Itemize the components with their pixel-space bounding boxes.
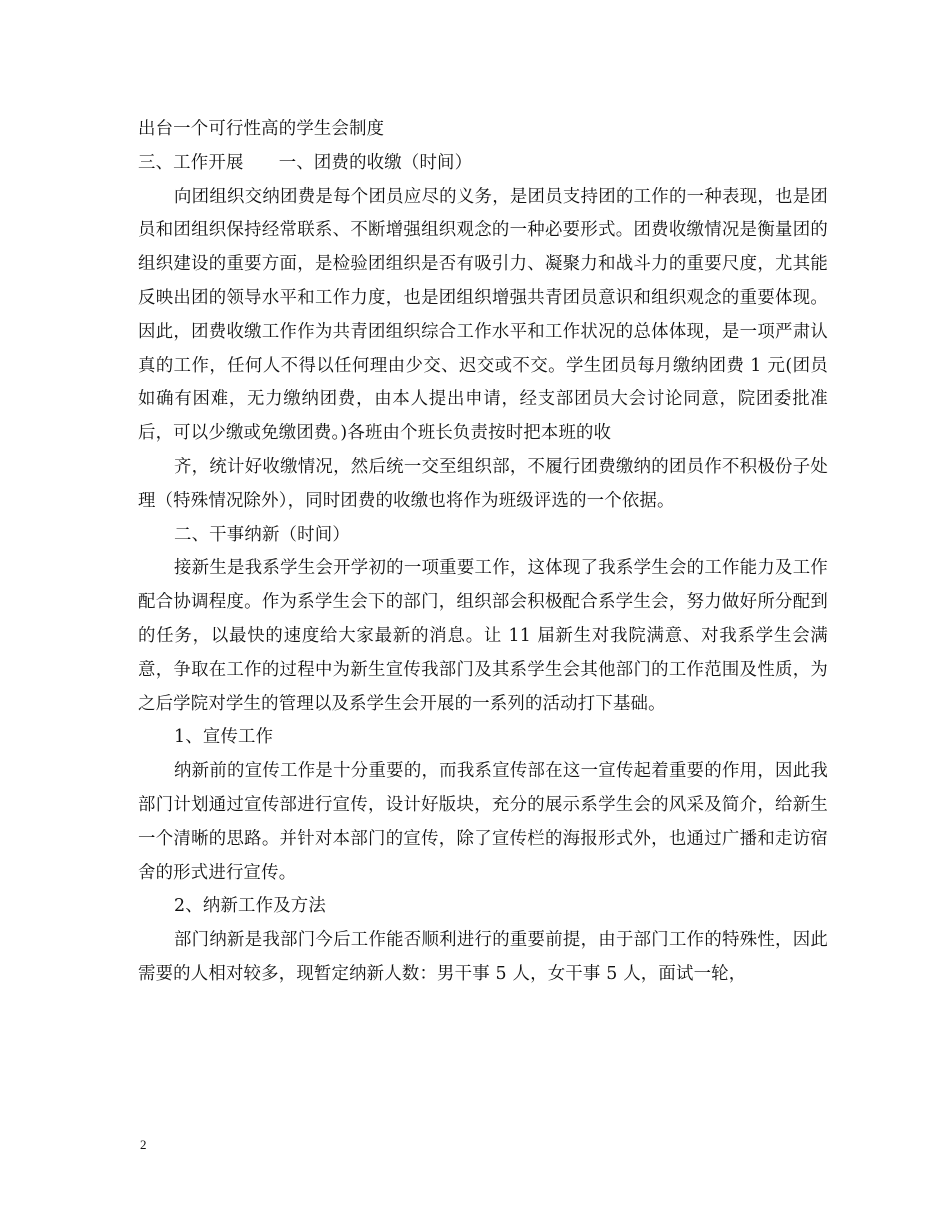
page-number: 2: [140, 1137, 147, 1152]
subheading-recruitment-method: 2、纳新工作及方法: [174, 896, 326, 917]
paragraph-league-fee: 向团组织交纳团费是每个团员应尽的义务，是团员支持团的工作的一种表现，也是团员和团组织保持经常联系、不断增强组织观念的一种必要形式。团费收缴情况是衡量团的组织建设的重要方面，是检验团组织是否有吸引力、凝聚力和战斗力的重要尺度，尤其能反映出团的领导水平和工作力度，也是团组织增强共青团员意识和组织观念的重要体现。因此，团费收缴工作作为共青团组织综合工作水平和工作状况的总体体现，是一项严肃认真的工作，任何人不得以任何理由少交、迟交或不交。学生团员每月缴纳团费 1 元(团员如确有困难，无力缴纳团费，由本人提出申请，经支部团员大会讨论同意，院团委批准后，可以少缴或免缴团费。)各班由个班长负责按时把本班的收: [138, 186, 828, 444]
paragraph-new-students: 接新生是我系学生会开学初的一项重要工作，这体现了我系学生会的工作能力及工作配合协调程度。作为系学生会下的部门，组织部会积极配合系学生会，努力做好所分配到的任务，以最快的速度给大家最新的消息。让 11 届新生对我院满意、对我系学生会满意，争取在工作的过程中为新生宣传我部门及其系学生会其他部门的工作范围及性质，为之后学院对学生的管理以及系学生会开展的一系列的活动打下基础。: [138, 558, 828, 714]
paragraph-fee-collection: 齐，统计好收缴情况，然后统一交至组织部，不履行团费缴纳的团员作不积极份子处理（特殊情况除外），同时团费的收缴也将作为班级评选的一个依据。: [138, 456, 828, 511]
paragraph-recruitment-method: 部门纳新是我部门今后工作能否顺利进行的重要前提，由于部门工作的特殊性，因此需要的人相对较多，现暂定纳新人数：男干事 5 人，女干事 5 人，面试一轮，: [138, 930, 828, 984]
document-body: [138, 113, 828, 992]
paragraph-publicity: 纳新前的宣传工作是十分重要的，而我系宣传部在这一宣传起着重要的作用，因此我部门计划通过宣传部进行宣传，设计好版块，充分的展示系学生会的风采及简介，给新生一个清晰的思路。并针对本部门的宣传，除了宣传栏的海报形式外，也通过广播和走访宿舍的形式进行宣传。: [138, 761, 828, 883]
subheading-publicity: 1、宣传工作: [174, 727, 274, 748]
paragraph-system-note: 出台一个可行性高的学生会制度: [138, 119, 385, 139]
subheading-recruitment: 二、干事纳新（时间）: [174, 524, 350, 545]
section-heading-work: 三、工作开展 一、团费的收缴（时间）: [138, 152, 473, 173]
